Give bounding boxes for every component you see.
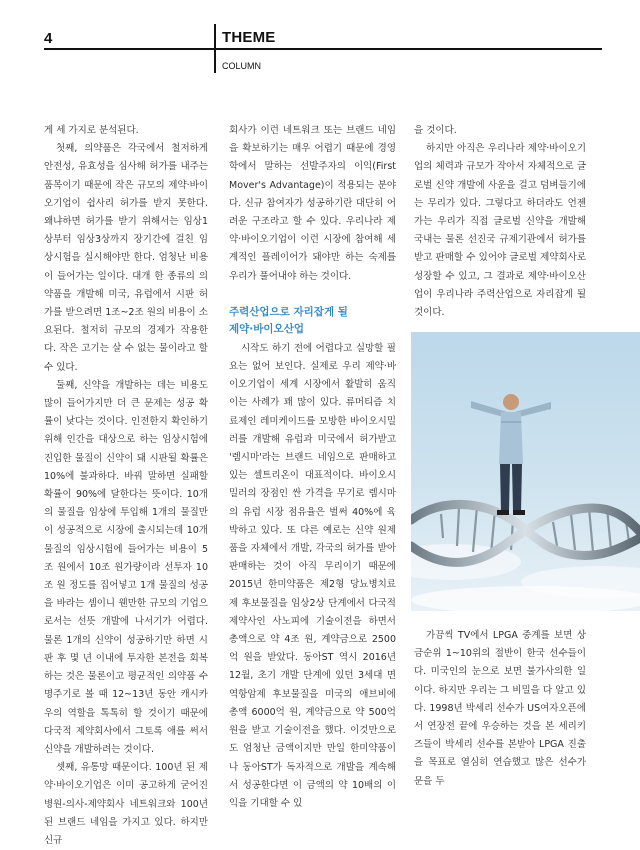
paragraph: 셋째, 유통망 때문이다. 100년 된 제약·바이오기업은 이미 공고하게 굳어진 병원-의사-제약회사 네트워크와 100년 된 브랜드 네임을 가지고 있다. 하지만 신규 [44,762,208,846]
dna-illustration [411,332,640,611]
header-divider [214,24,216,73]
subheading-line-1: 주력산업으로 자리잡게 될 [229,305,348,318]
subheading [229,304,396,338]
paragraph: 가끔씩 TV에서 LPGA 중계를 보면 상금순위 1~10위의 절반이 한국 선수들이다. 미국인의 눈으로 보면 불가사의한 일이다. 하지만 우리는 그 비밀을 다 알고 있다. 1998년 박세리 선수가 US여자오픈에서 연장전 끝에 우승하는 것을 본 세리키즈들이 박세리 선수를 본받아 LPGA 진출을 목표로 열심히 연습했고 많은 선수가 문을 두 [414,630,586,787]
paragraph: 회사가 이런 네트워크 또는 브랜드 네임을 확보하기는 매우 어렵기 때문에 경영학에서 말하는 선발주자의 이익(First Mover's Advantage)이 적용되는 분야다. 신규 참여자가 성공하기란 대단히 어려운 구조라고 할 수 있다. 우리나라 제약·바이오기업이 이런 시장에 참여해 세계적인 플레이어가 돼야만 하는 숙제를 우리가 풀어내야 하는 것이다. [229,125,396,282]
column-1 [44,122,208,850]
paragraph: 게 세 가지로 분석된다. [44,125,139,136]
paragraph: 을 것이다. [414,125,457,136]
page-number: 4 [44,30,53,47]
paragraph: 첫째, 의약품은 각국에서 철저하게 안전성, 유효성을 심사해 허가를 내주는 품목이기 때문에 작은 규모의 제약·바이오기업이 쉽사리 허가를 받지 못한다. 왜냐하면 허가를 받기 위해서는 임상1상부터 임상3상까지 장기간에 걸친 임상시험을 실시해야만 한다. 엄청난 비용이 들어가는 일이다. 대개 한 종류의 의약품을 개발해 미국, 유럽에서 시판 허가를 받으려면 1조~2조 원의 비용이 소요된다. 철저히 규모의 경제가 작용한다. 작은 고기는 살 수 없는 물이라고 할 수 있다. [44,143,208,373]
section-title: THEME [222,29,276,46]
column-3-continued [414,627,586,791]
paragraph: 시작도 하기 전에 어렵다고 실망할 필요는 없어 보인다. 실제로 우리 제약·바이오기업이 세계 시장에서 활발히 움직이는 사례가 꽤 많이 있다. 류머티즘 치료제인 레미케이드를 모방한 바이오시밀러를 개발해 유럽과 미국에서 허가받고 '렘시마'라는 브랜드 네임으로 판매하고 있는 셀트리온이 대표적이다. 바이오시밀러의 장점인 싼 가격을 무기로 렘시마의 유럽 시장 점유율은 벌써 40%에 육박하고 있다. 또 다른 예로는 신약 원제품을 자체에서 개발, 각국의 허가를 받아 판매하는 것이 아직 무리이기 때문에 2015년 한미약품은 제2형 당뇨병치료제 후보물질을 임상2상 단계에서 다국적 제약사인 사노피에 기술이전을 하면서 총액으로 약 4조 원, 계약금으로 2500억 원을 받았다. 동아ST 역시 2016년 12월, 초기 개발 단계에 있던 3세대 면역항암제 후보물질을 미국의 애브비에 총액 6000억 원, 계약금으로 약 500억 원을 받고 기술이전을 했다. 이것만으로도 엄청난 금액이지만 만일 한미약품이나 동아ST가 독자적으로 개발을 계속해서 성공한다면 이 금액의 약 10배의 이익을 기대할 수 있 [229,342,396,809]
column-2 [229,122,396,813]
column-3 [414,122,586,322]
paragraph: 하지만 아직은 우리나라 제약·바이오기업의 체력과 규모가 작아서 자체적으로 글로벌 신약 개발에 사운을 걸고 덤벼들기에는 무리가 있다. 그렇다고 하더라도 언젠가는 우리가 직접 글로벌 신약을 개발해 국내는 물론 선진국 규제기관에서 허가를 받고 판매할 수 있어야 글로벌 제약회사로 성장할 수 있고, 그 결과로 제약·바이오산업이 우리나라 주력산업으로 자리잡게 될 것이다. [414,143,586,319]
dna-figure-image [411,332,640,611]
subheading-line-2: 제약·바이오산업 [229,322,304,335]
header-rule [44,48,602,50]
paragraph: 둘째, 신약을 개발하는 데는 비용도 많이 들어가지만 더 큰 문제는 성공 확률이 낮다는 것이다. 인전한지 확인하기 위해 인간을 대상으로 하는 임상시험에 진입한 물질이 신약이 돼 시판될 확률은 10%에 불과하다. 바꿔 말하면 실패할 확률이 90%에 달한다는 뜻이다. 10개의 물질을 임상에 투입해 1개의 물질만이 성공적으로 시장에 출시되는데 10개 물질의 임상시험에 들어가는 비용이 5조 원에서 10조 원가량이라 선투자 10조 원 정도를 집어넣고 1개 물질의 성공을 바라는 셈이니 웬만한 규모의 기업으로서는 선뜻 개발에 나서기가 어렵다. 물론 1개의 신약이 성공하기만 하면 시판 후 몇 년 이내에 투자한 본전을 회복하는 것은 물론이고 평균적인 의약품 수명주기로 볼 때 12~13년 동안 캐시카우의 역할을 톡톡히 할 것이기 때문에 다국적 제약회사에서 그토록 애를 써서 신약을 개발하려는 것이다. [44,379,208,755]
subsection-label: COLUMN [222,61,262,71]
